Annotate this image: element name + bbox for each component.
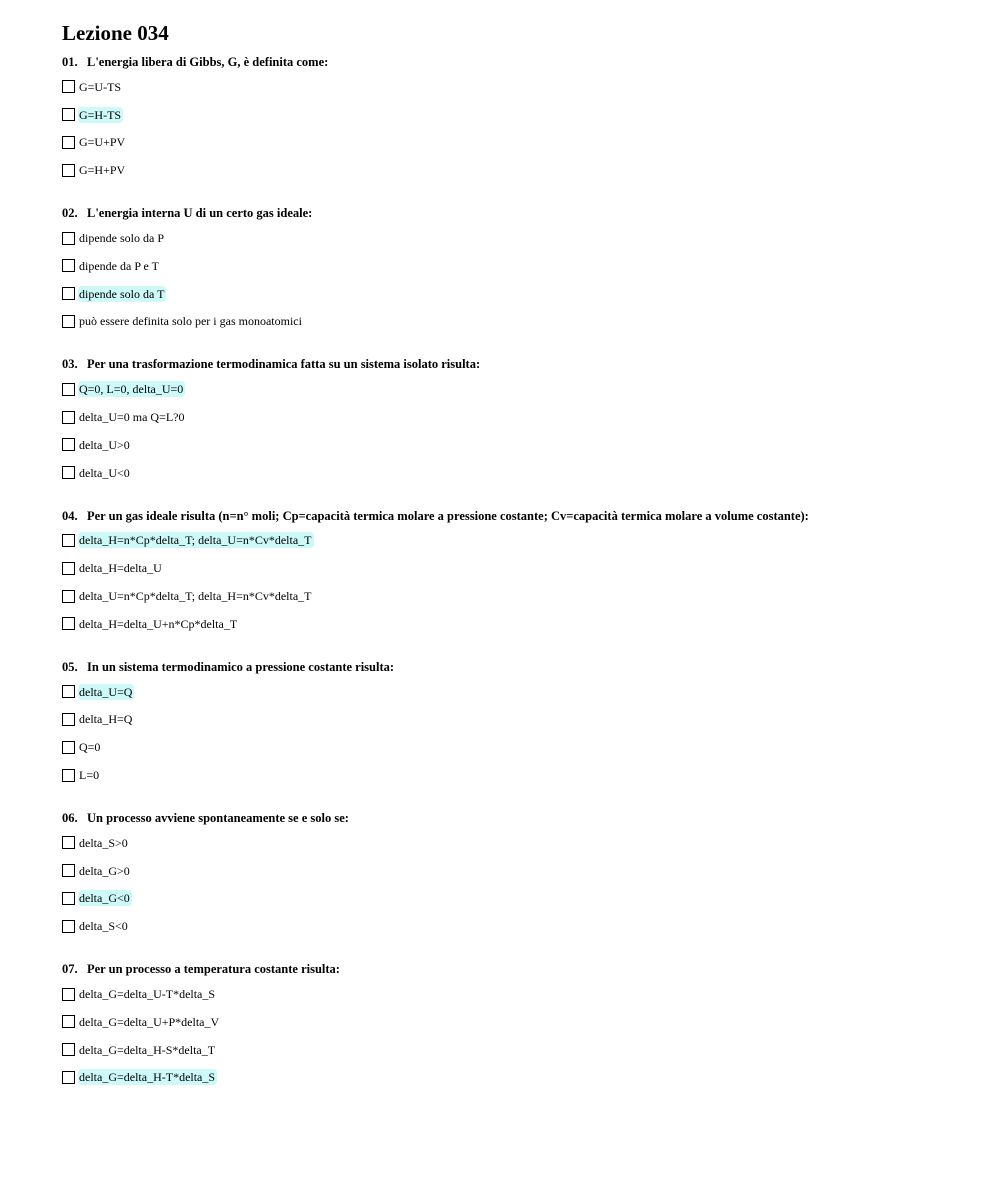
answer-checkbox[interactable] — [62, 864, 75, 877]
answer-label-highlighted: G=H-TS — [79, 107, 122, 122]
question-number: 01. — [62, 55, 78, 69]
question-text: In un sistema termodinamico a pressione costante risulta: — [87, 659, 395, 674]
question-number: 03. — [62, 357, 78, 372]
answer-checkbox[interactable] — [62, 769, 75, 782]
answer-option[interactable] — [62, 156, 962, 184]
answer-checkbox[interactable] — [62, 1043, 75, 1056]
answer-option[interactable] — [62, 733, 962, 761]
answer-checkbox[interactable] — [62, 988, 75, 1001]
answer-label-highlighted: delta_U=Q — [79, 684, 133, 699]
answer-option[interactable] — [62, 308, 962, 336]
answer-option[interactable] — [62, 280, 962, 308]
answer-label: delta_U=n*Cp*delta_T; delta_H=n*Cv*delta_T — [79, 589, 312, 604]
answer-label: dipende da P e T — [79, 258, 159, 273]
answer-label: delta_G=delta_U+P*delta_V — [79, 1014, 220, 1029]
question-spacer — [62, 487, 962, 500]
answer-option[interactable] — [62, 1008, 962, 1036]
answer-checkbox[interactable] — [62, 892, 75, 905]
question-header — [62, 961, 962, 977]
question-number: 04. — [62, 508, 78, 523]
answer-option[interactable] — [62, 375, 962, 403]
question — [62, 810, 962, 953]
answer-label: può essere definita solo per i gas monoatomici — [79, 314, 302, 329]
answer-checkbox[interactable] — [62, 713, 75, 726]
answer-checkbox[interactable] — [62, 562, 75, 575]
question-header — [62, 54, 962, 70]
answer-option[interactable] — [62, 678, 962, 706]
answer-option[interactable] — [62, 403, 962, 431]
answer-label: delta_H=delta_U+n*Cp*delta_T — [79, 616, 238, 631]
question-header — [62, 659, 962, 675]
question-header — [62, 356, 962, 372]
answer-label: delta_U=0 ma Q=L?0 — [79, 410, 185, 425]
question — [62, 961, 962, 1091]
answer-option[interactable] — [62, 1064, 962, 1092]
answer-checkbox[interactable] — [62, 466, 75, 479]
answer-option[interactable] — [62, 431, 962, 459]
question-text: Per un gas ideale risulta (n=n° moli; Cp=capacità termica molare a pressione costante; Cv=capacità termica molare a volume costante): — [87, 508, 809, 523]
answer-checkbox[interactable] — [62, 383, 75, 396]
question-text: Un processo avviene spontaneamente se e solo se: — [87, 810, 349, 825]
answer-option[interactable] — [62, 554, 962, 582]
question — [62, 659, 962, 802]
answer-option[interactable] — [62, 1036, 962, 1064]
question-spacer — [62, 638, 962, 651]
question-header — [62, 810, 962, 826]
question-number: 07. — [62, 962, 78, 977]
question-text: L'energia interna U di un certo gas ideale: — [87, 206, 313, 221]
answer-checkbox[interactable] — [62, 315, 75, 328]
answer-option[interactable] — [62, 885, 962, 913]
answer-checkbox[interactable] — [62, 287, 75, 300]
answer-checkbox[interactable] — [62, 920, 75, 933]
answer-label-highlighted: dipende solo da T — [79, 286, 165, 301]
answer-option[interactable] — [62, 101, 962, 129]
answer-label: G=U-TS — [79, 79, 122, 94]
answer-checkbox[interactable] — [62, 259, 75, 272]
answer-checkbox[interactable] — [62, 741, 75, 754]
question-text: L'energia libera di Gibbs, G, è definita come: — [87, 55, 329, 69]
answer-option[interactable] — [62, 610, 962, 638]
answer-checkbox[interactable] — [62, 617, 75, 630]
question — [62, 54, 962, 197]
answer-label: delta_H=Q — [79, 712, 133, 727]
answer-option[interactable] — [62, 761, 962, 789]
answer-option[interactable] — [62, 829, 962, 857]
question — [62, 356, 962, 499]
answer-checkbox[interactable] — [62, 534, 75, 547]
answer-label: delta_G=delta_U-T*delta_S — [79, 987, 216, 1002]
answer-checkbox[interactable] — [62, 438, 75, 451]
answer-label: G=U+PV — [79, 135, 126, 150]
answer-label: Q=0 — [79, 740, 101, 755]
answer-option[interactable] — [62, 129, 962, 157]
question — [62, 205, 962, 348]
answer-label-highlighted: Q=0, L=0, delta_U=0 — [79, 382, 184, 397]
answer-label: G=H+PV — [79, 163, 126, 178]
answer-checkbox[interactable] — [62, 590, 75, 603]
page-title: Lezione 034 — [62, 21, 169, 45]
answer-option[interactable] — [62, 857, 962, 885]
question-spacer — [62, 184, 962, 197]
answer-label: L=0 — [79, 768, 100, 783]
answer-label: delta_S>0 — [79, 835, 128, 850]
question-spacer — [62, 940, 962, 953]
question-list — [62, 54, 962, 1091]
answer-option[interactable] — [62, 582, 962, 610]
answer-checkbox[interactable] — [62, 80, 75, 93]
answer-label: delta_G>0 — [79, 863, 130, 878]
answer-label: delta_G=delta_H-S*delta_T — [79, 1042, 216, 1057]
answer-label: delta_H=delta_U — [79, 561, 162, 576]
answer-checkbox[interactable] — [62, 411, 75, 424]
answer-checkbox[interactable] — [62, 108, 75, 121]
answer-label: delta_S<0 — [79, 919, 128, 934]
answer-checkbox[interactable] — [62, 164, 75, 177]
question — [62, 508, 962, 651]
question-header — [62, 508, 962, 524]
question-number: 06. — [62, 810, 78, 825]
document-page — [62, 20, 962, 1091]
answer-option[interactable] — [62, 527, 962, 555]
answer-label-highlighted: delta_G<0 — [79, 891, 130, 906]
answer-option[interactable] — [62, 73, 962, 101]
answer-option[interactable] — [62, 912, 962, 940]
question-number: 02. — [62, 206, 78, 221]
answer-label-highlighted: delta_H=n*Cp*delta_T; delta_U=n*Cv*delta_T — [79, 533, 312, 548]
answer-label: delta_U<0 — [79, 465, 130, 480]
answer-checkbox[interactable] — [62, 685, 75, 698]
answer-checkbox[interactable] — [62, 836, 75, 849]
answer-label-highlighted: delta_G=delta_H-T*delta_S — [79, 1070, 216, 1085]
question-text: Per un processo a temperatura costante risulta: — [87, 962, 340, 977]
answer-option[interactable] — [62, 224, 962, 252]
question-spacer — [62, 335, 962, 348]
answer-option[interactable] — [62, 459, 962, 487]
answer-option[interactable] — [62, 252, 962, 280]
answer-label: dipende solo da P — [79, 231, 164, 246]
question-number: 05. — [62, 659, 78, 674]
answer-label: delta_U>0 — [79, 437, 130, 452]
question-spacer — [62, 789, 962, 802]
answer-option[interactable] — [62, 980, 962, 1008]
answer-option[interactable] — [62, 706, 962, 734]
answer-checkbox[interactable] — [62, 1071, 75, 1084]
question-text: Per una trasformazione termodinamica fatta su un sistema isolato risulta: — [87, 357, 481, 372]
question-header — [62, 205, 962, 221]
answer-checkbox[interactable] — [62, 232, 75, 245]
answer-checkbox[interactable] — [62, 136, 75, 149]
answer-checkbox[interactable] — [62, 1015, 75, 1028]
